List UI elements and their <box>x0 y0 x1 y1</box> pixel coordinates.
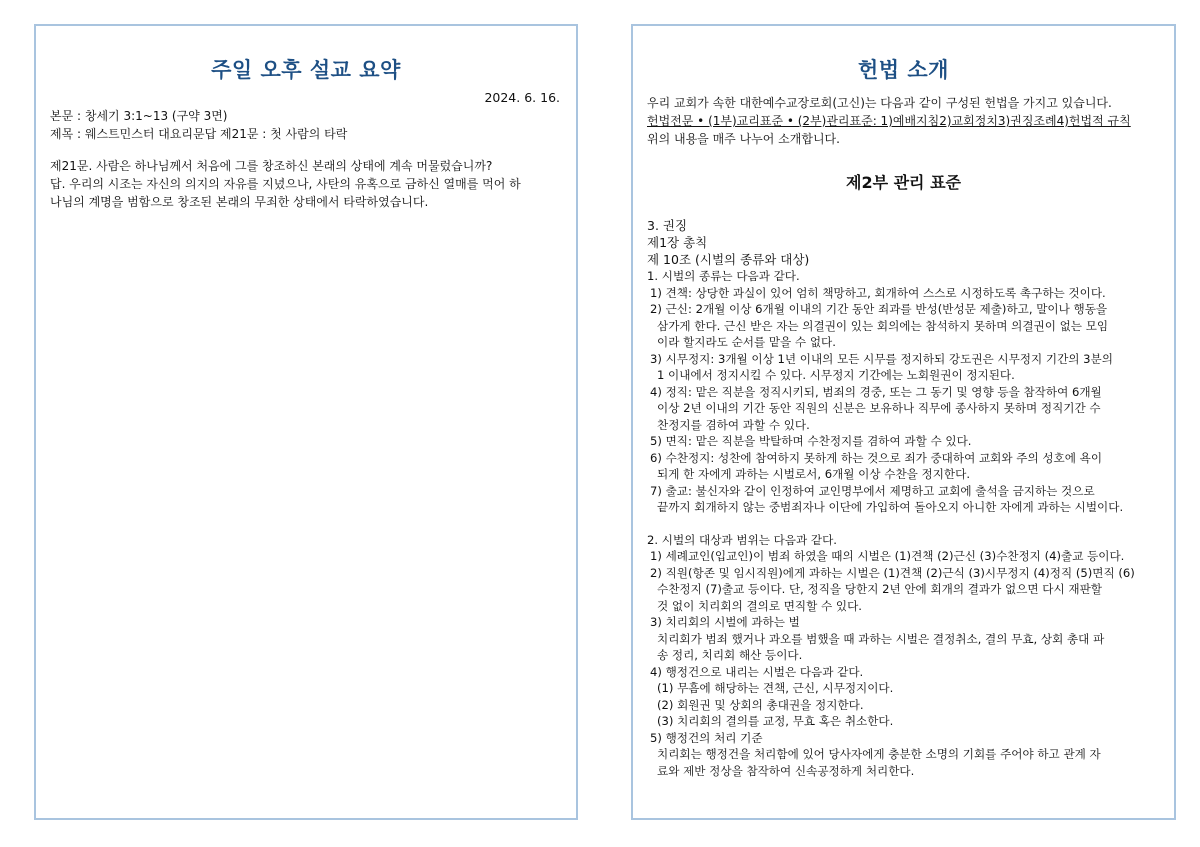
article-line: 되게 한 자에게 과하는 시벌로서, 6개월 이상 수찬을 정지한다. <box>657 467 971 481</box>
article-line: 1) 견책: 상당한 과실이 있어 엄히 책망하고, 회개하여 스스로 시정하도록 촉구하는 것이다. <box>650 285 1106 300</box>
article-heading: 제 10조 (시벌의 종류와 대상) <box>647 252 810 267</box>
article-line: 5) 행정건의 처리 기준 <box>650 730 763 745</box>
article-line: 1) 세례교인(입교인)이 범죄 하였을 때의 시벌은 (1)견책 (2)근신 (3)수찬정지 (4)출교 등이다. <box>650 549 1125 563</box>
sermon-title: 주일 오후 설교 요약 <box>211 58 401 82</box>
article-line: 삼가게 한다. 근신 받은 자는 의결권이 있는 회의에는 참석하지 못하며 의결권이 없는 모임 <box>657 318 1109 333</box>
article-line: 5) 면직: 맡은 직분을 박탈하며 수찬정지를 겸하여 과할 수 있다. <box>650 434 972 448</box>
article-line: 4) 행정건으로 내리는 시벌은 다음과 같다. <box>650 664 864 679</box>
article-line: 치리회가 범죄 했거나 과오를 범했을 때 과하는 시벌은 결정취소, 결의 무효, 상회 총대 파 <box>657 631 1105 646</box>
article-line: (2) 회원권 및 상회의 총대권을 정지한다. <box>657 697 864 712</box>
intro-line-1: 우리 교회가 속한 대한예수교장로회(고신)는 다음과 같이 구성된 헌법을 가지고 있습니다. <box>647 96 1112 110</box>
article-line: (3) 치리회의 결의를 교정, 무효 혹은 취소한다. <box>657 714 894 728</box>
constitution-title: 헌법 소개 <box>858 58 949 82</box>
article-line: 이상 2년 이내의 기간 동안 직원의 신분은 보유하나 직무에 종사하지 못하며 정직기간 수 <box>657 401 1101 415</box>
article-line: 수찬정지 (7)출교 등이다. 단, 정직을 당한지 2년 안에 회개의 결과가 없으면 다시 재판할 <box>657 582 1102 596</box>
article-line: 3) 치리회의 시벌에 과하는 벌 <box>650 615 800 629</box>
article-line: 6) 수찬정지: 성찬에 참여하지 못하게 하는 것으로 죄가 중대하여 교회와 주의 성호에 욕이 <box>650 450 1103 465</box>
article-line: 송 정리, 치리회 해산 등이다. <box>657 648 803 662</box>
chapter-subheading: 제1장 총칙 <box>647 235 708 250</box>
article-line: (1) 무흠에 해당하는 견책, 근신, 시무정지이다. <box>657 681 894 695</box>
article-line: 2. 시벌의 대상과 범위는 다음과 같다. <box>647 532 837 547</box>
sermon-date: 2024. 6. 16. <box>484 90 560 105</box>
article-body <box>647 268 1160 779</box>
article-line: 2) 직원(항존 및 임시직원)에게 과하는 시벌은 (1)견책 (2)근식 (3)시무정지 (4)정직 (5)면직 (6) <box>650 565 1135 580</box>
article-line: 것 없이 치리회의 결의로 면직할 수 있다. <box>657 598 862 613</box>
catechism-question: 제21문. 사람은 하나님께서 처음에 그를 창조하신 본래의 상태에 계속 머물렀습니까? <box>50 159 493 173</box>
article-line: 4) 정직: 맡은 직분을 정직시키되, 범죄의 경중, 또는 그 동기 및 영향 등을 참작하여 6개월 <box>650 384 1102 399</box>
article-line: 2) 근신: 2개월 이상 6개월 이내의 기간 동안 죄과를 반성(반성문 제출)하고, 말이나 행동을 <box>650 302 1108 316</box>
section-title: 제2부 관리 표준 <box>845 173 961 192</box>
article-line: 찬정지를 겸하여 과할 수 있다. <box>657 417 810 432</box>
article-line: 7) 출교: 불신자와 같이 인정하여 교인명부에서 제명하고 교회에 출석을 금지하는 것으로 <box>650 483 1095 498</box>
scripture-reference: 본문 : 창세기 3:1~13 (구약 3면) <box>50 109 228 123</box>
catechism-answer-line-2: 나님의 계명을 범함으로 창조된 본래의 무죄한 상태에서 타락하였습니다. <box>50 195 429 209</box>
article-line: 1. 시벌의 종류는 다음과 같다. <box>647 269 800 283</box>
article-line: 3) 시무정지: 3개월 이상 1년 이내의 모든 시무를 정지하되 강도권은 시무정지 기간의 3분의 <box>650 351 1113 366</box>
article-line: 이라 할지라도 순서를 맡을 수 없다. <box>657 335 836 349</box>
sermon-summary-panel <box>34 24 578 820</box>
article-line: 1 이내에서 정지시킬 수 있다. 시무정지 기간에는 노회원권이 정지된다. <box>657 368 1015 382</box>
chapter-heading: 3. 권징 <box>647 218 688 233</box>
intro-line-3: 위의 내용을 매주 나누어 소개합니다. <box>647 132 840 146</box>
intro-line-2: 헌법전문 • (1부)교리표준 • (2부)관리표준: 1)예배지침2)교회정치3)권징조례4)헌법적 규칙 <box>647 114 1131 128</box>
article-line: 치리회는 행정건을 처리함에 있어 당사자에게 충분한 소명의 기회를 주어야 하고 관계 자 <box>657 747 1101 761</box>
blank-line <box>647 516 1160 532</box>
constitution-intro-panel <box>631 24 1176 820</box>
article-line: 끝까지 회개하지 않는 중범죄자나 이단에 가입하여 돌아오지 아니한 자에게 과하는 시벌이다. <box>657 500 1124 514</box>
catechism-answer-line-1: 답. 우리의 시조는 자신의 의지의 자유를 지녔으나, 사탄의 유혹으로 금하신 열매를 먹어 하 <box>50 177 521 191</box>
article-line: 료와 제반 정상을 참작하여 신속공정하게 처리한다. <box>657 763 915 778</box>
sermon-subject: 제목 : 웨스트민스터 대요리문답 제21문 : 첫 사람의 타락 <box>50 127 348 141</box>
